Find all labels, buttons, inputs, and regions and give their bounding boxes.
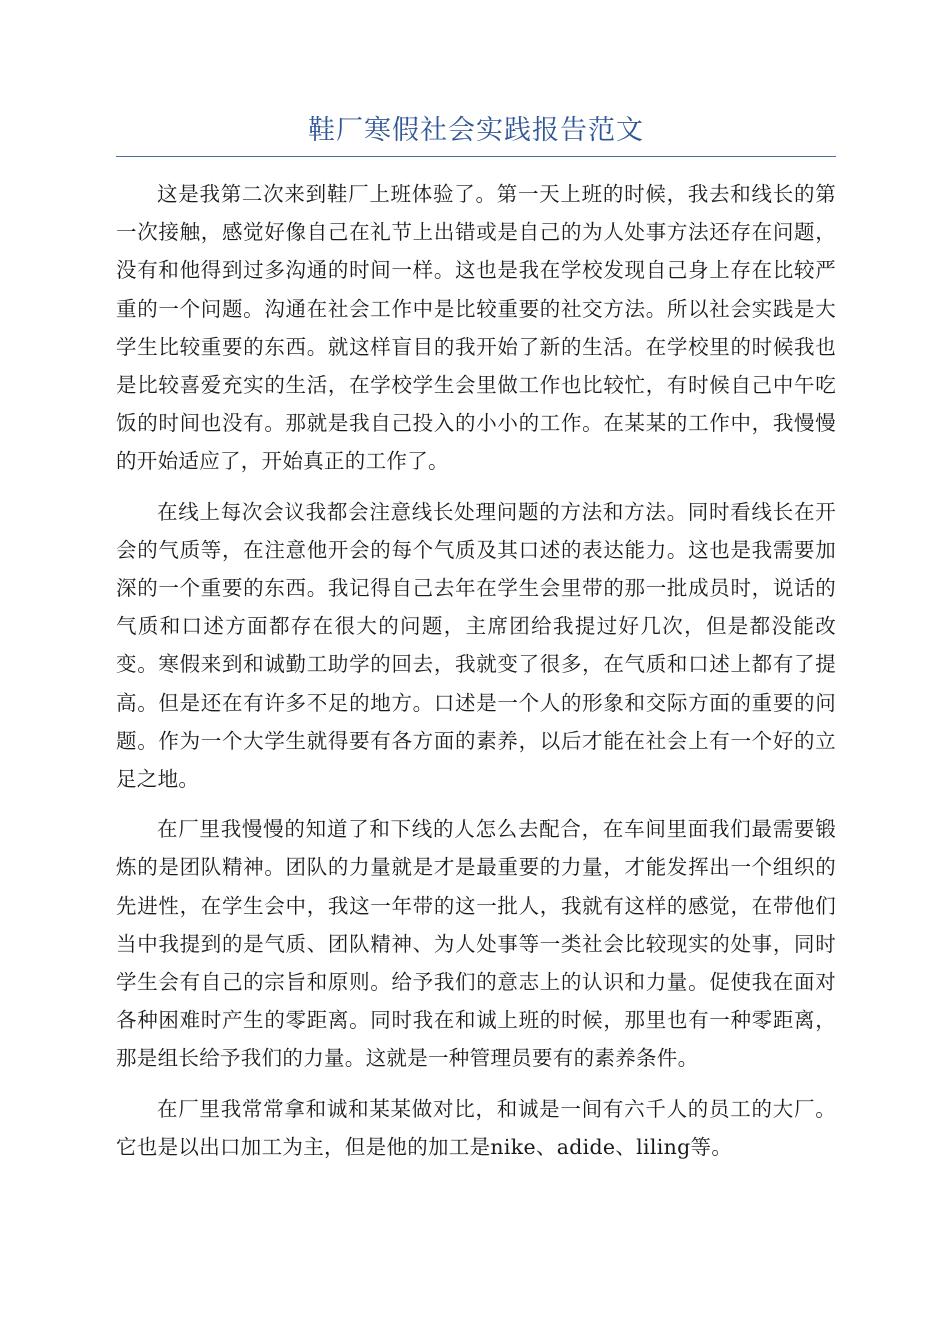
title-block [116,108,836,157]
paragraph-1: 这是我第二次来到鞋厂上班体验了。第一天上班的时候，我去和线长的第一次接触，感觉好像自己在礼节上出错或是自己的为人处事方法还存在问题，没有和他得到过多沟通的时间一样。这也是我在学校发现自己身上存在比较严重的一个问题。沟通在社会工作中是比较重要的社交方法。所以社会实践是大学生比较重要的东西。就这样盲目的我开始了新的生活。在学校里的时候我也是比较喜爱充实的生活，在学校学生会里做工作也比较忙，有时候自己中午吃饭的时间也没有。那就是我自己投入的小小的工作。在某某的工作中，我慢慢的开始适应了，开始真正的工作了。 [116,182,836,474]
paragraph-2: 在线上每次会议我都会注意线长处理问题的方法和方法。同时看线长在开会的气质等，在注意他开会的每个气质及其口述的表达能力。这也是我需要加深的一个重要的东西。我记得自己去年在学生会里带的那一批成员时，说话的气质和口述方面都存在很大的问题，主席团给我提过好几次，但是都没能改变。寒假来到和诚勤工助学的回去，我就变了很多，在气质和口述上都有了提高。但是还在有许多不足的地方。口述是一个人的形象和交际方面的重要的问题。作为一个大学生就得要有各方面的素养，以后才能在社会上有一个好的立足之地。 [116,499,836,792]
page-title: 鞋厂寒假社会实践报告范文 [308,115,644,146]
paragraph-3: 在厂里我慢慢的知道了和下线的人怎么去配合，在车间里面我们最需要锻炼的是团队精神。团队的力量就是才是最重要的力量，才能发挥出一个组织的先进性，在学生会中，我这一年带的这一批人，我就有这样的感觉，在带他们当中我提到的是气质、团队精神、为人处事等一类社会比较现实的处事，同时学生会有自己的宗旨和原则。给予我们的意志上的认识和力量。促使我在面对各种困难时产生的零距离。同时我在和诚上班的时候，那里也有一种零距离，那是组长给予我们的力量。这就是一种管理员要有的素养条件。 [116,817,836,1071]
paragraph-4: 在厂里我常常拿和诚和某某做对比，和诚是一间有六千人的员工的大厂。它也是以出口加工为主，但是他的加工是nike、adide、liling等。 [116,1096,836,1159]
document-body [116,175,836,1178]
